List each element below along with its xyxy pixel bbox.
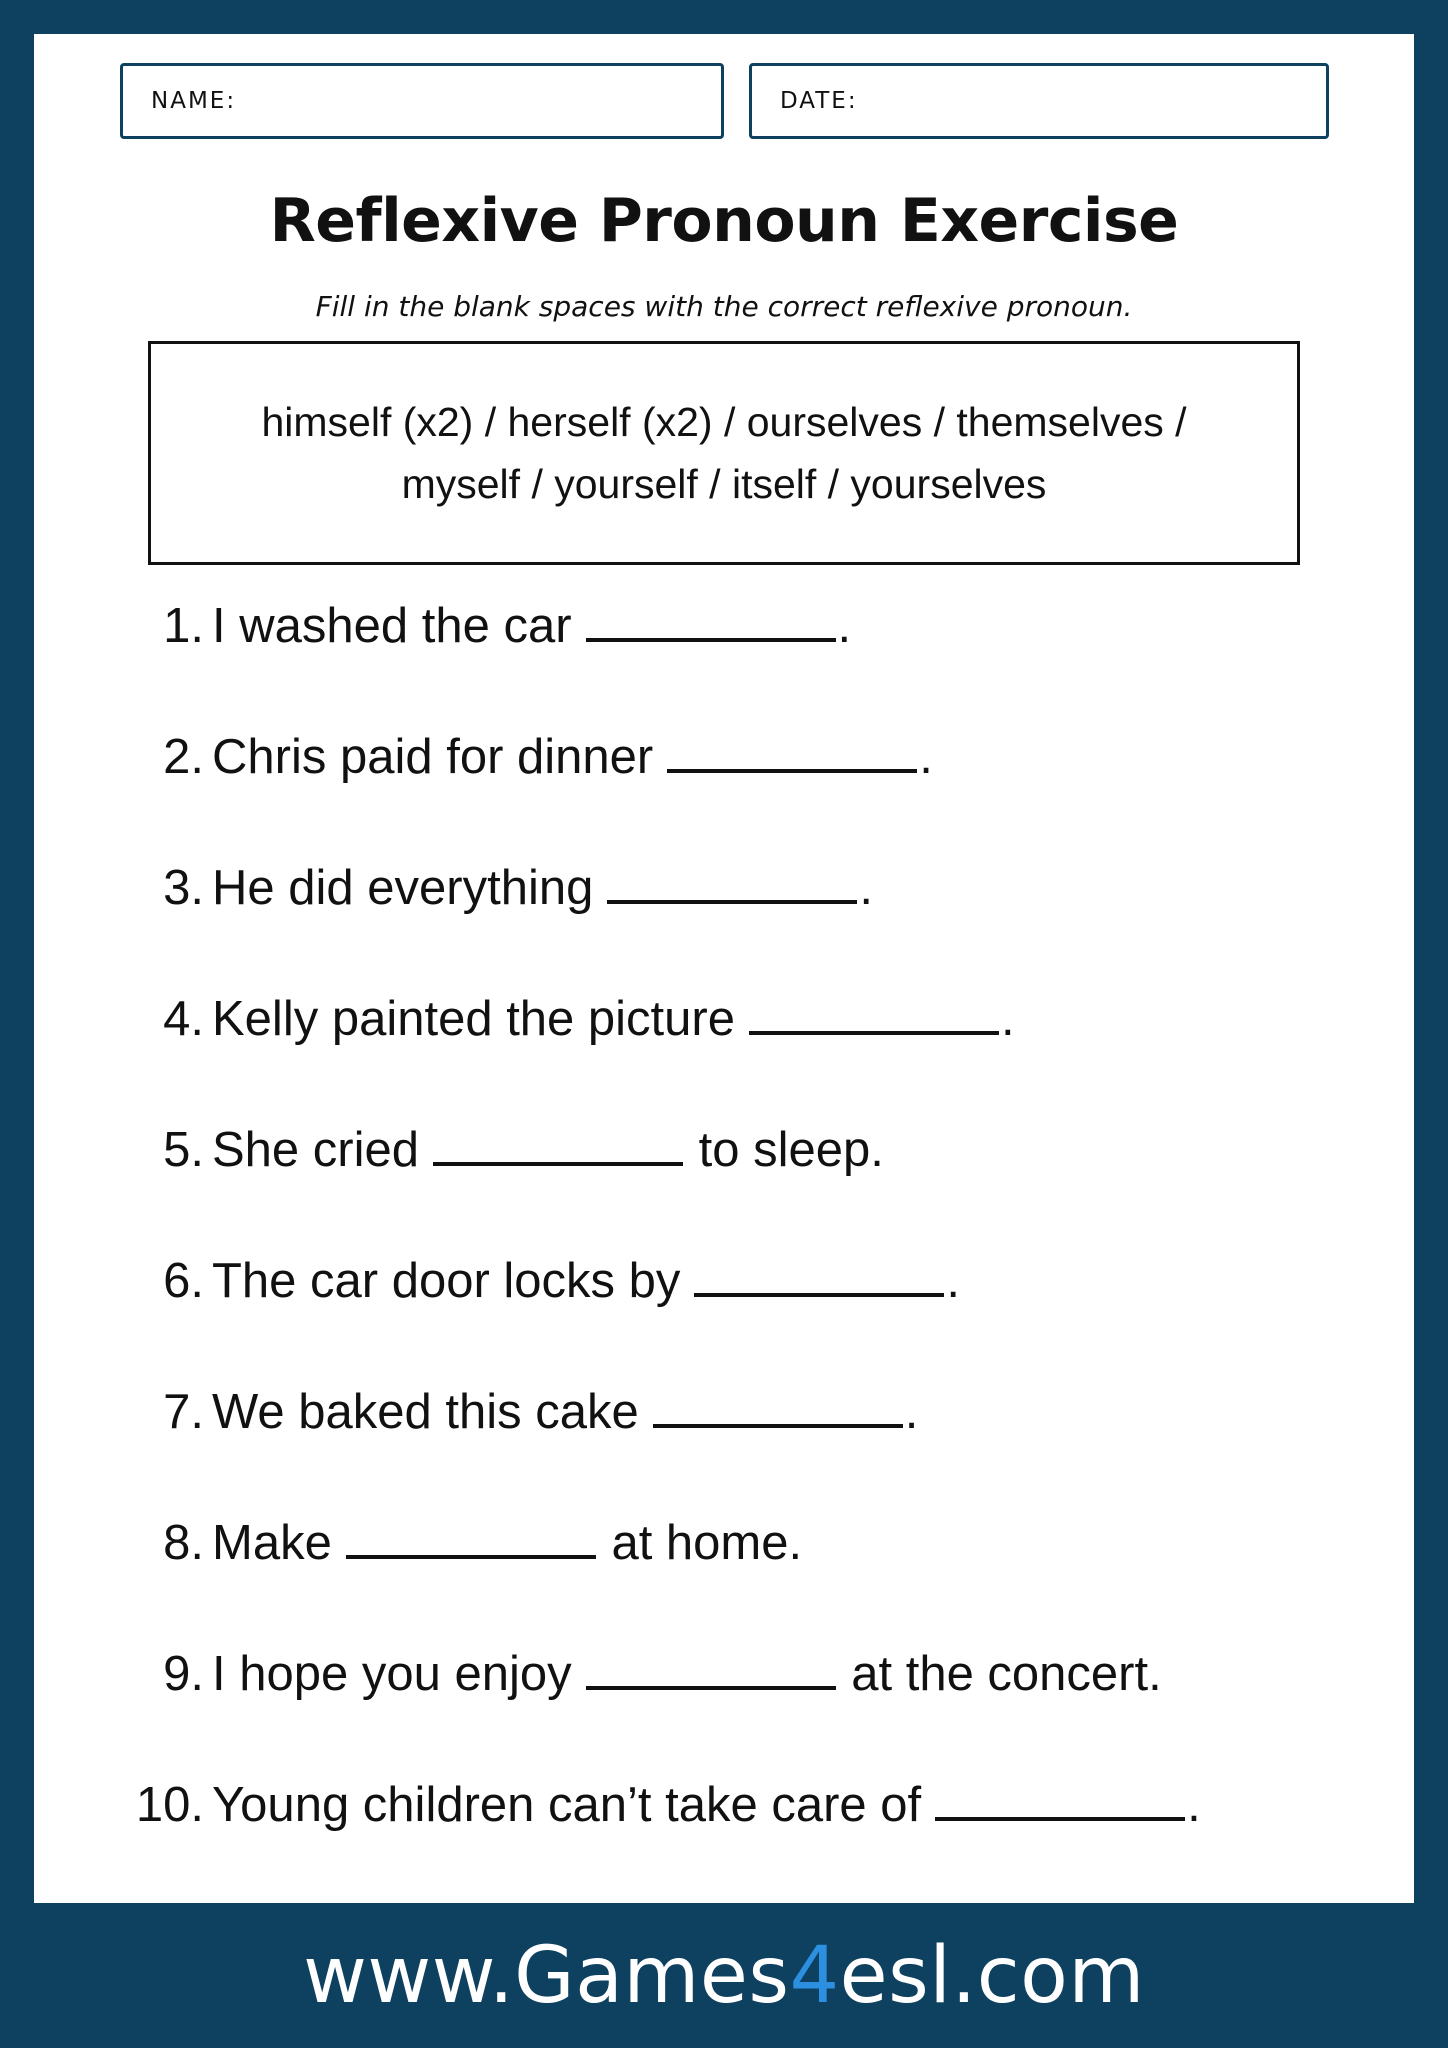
question-text: Chris paid for dinner bbox=[212, 730, 654, 784]
footer-url-prefix: www.Games bbox=[303, 1930, 790, 2021]
answer-blank[interactable] bbox=[694, 1289, 944, 1297]
question-text-end: at home. bbox=[597, 1516, 803, 1570]
date-label: DATE: bbox=[780, 88, 858, 114]
page-title: Reflexive Pronoun Exercise bbox=[269, 186, 1179, 256]
question-item bbox=[34, 860, 873, 940]
answer-blank[interactable] bbox=[653, 1420, 903, 1428]
question-item bbox=[34, 1777, 1201, 1857]
question-text: He did everything bbox=[212, 861, 594, 915]
question-text: We baked this cake bbox=[212, 1385, 639, 1439]
answer-blank[interactable] bbox=[586, 634, 836, 642]
worksheet-page bbox=[34, 34, 1414, 1903]
question-item bbox=[34, 1253, 960, 1333]
question-text-end: . bbox=[946, 1254, 961, 1308]
question-text: Young children can’t take care of bbox=[212, 1778, 922, 1832]
question-text: Make bbox=[212, 1516, 332, 1570]
question-number: 1. bbox=[163, 599, 204, 653]
question-number: 5. bbox=[163, 1123, 204, 1177]
question-text: Kelly painted the picture bbox=[212, 992, 735, 1046]
footer-website-link[interactable] bbox=[0, 1903, 1448, 2048]
answer-blank[interactable] bbox=[433, 1158, 683, 1166]
word-bank-line-2: myself / yourself / itself / yourselves bbox=[401, 461, 1047, 507]
answer-blank[interactable] bbox=[586, 1682, 836, 1690]
question-text-end: . bbox=[1187, 1778, 1201, 1832]
question-item bbox=[34, 1384, 918, 1464]
question-text-end: . bbox=[837, 599, 852, 653]
question-number: 9. bbox=[163, 1647, 204, 1701]
date-field[interactable] bbox=[749, 63, 1329, 139]
question-text-end: . bbox=[919, 730, 933, 784]
question-number: 2. bbox=[163, 730, 204, 784]
question-item bbox=[34, 991, 1015, 1071]
question-text: The car door locks by bbox=[212, 1254, 681, 1308]
answer-blank[interactable] bbox=[935, 1813, 1185, 1821]
word-bank-line-1: himself (x2) / herself (x2) / ourselves / themselves / bbox=[261, 399, 1187, 445]
question-item bbox=[34, 1122, 884, 1202]
name-label: NAME: bbox=[151, 88, 237, 114]
question-text-end: . bbox=[904, 1385, 919, 1439]
answer-blank[interactable] bbox=[667, 765, 917, 773]
word-bank bbox=[148, 341, 1300, 565]
footer-url-suffix: esl.com bbox=[839, 1930, 1145, 2021]
question-item bbox=[34, 1646, 1162, 1726]
name-field[interactable] bbox=[120, 63, 724, 139]
question-text-end: . bbox=[859, 861, 873, 915]
question-text: She cried bbox=[212, 1123, 420, 1177]
question-text-end: at the concert. bbox=[837, 1647, 1162, 1701]
question-text-end: . bbox=[1001, 992, 1015, 1046]
question-text: I hope you enjoy bbox=[212, 1647, 572, 1701]
question-number: 6. bbox=[163, 1254, 204, 1308]
question-item bbox=[34, 729, 933, 809]
question-number: 4. bbox=[163, 992, 204, 1046]
question-number: 8. bbox=[163, 1516, 204, 1570]
question-number: 3. bbox=[163, 861, 204, 915]
answer-blank[interactable] bbox=[749, 1027, 999, 1035]
question-number: 7. bbox=[163, 1385, 204, 1439]
question-item bbox=[34, 1515, 802, 1595]
answer-blank[interactable] bbox=[607, 896, 857, 904]
footer-url-accent: 4 bbox=[789, 1930, 840, 2021]
instructions: Fill in the blank spaces with the correct reflexive pronoun. bbox=[315, 290, 1133, 323]
answer-blank[interactable] bbox=[346, 1551, 596, 1559]
question-text-end: to sleep. bbox=[685, 1123, 884, 1177]
question-text: I washed the car bbox=[212, 599, 572, 653]
question-number: 10. bbox=[135, 1778, 204, 1832]
question-item bbox=[34, 598, 851, 678]
